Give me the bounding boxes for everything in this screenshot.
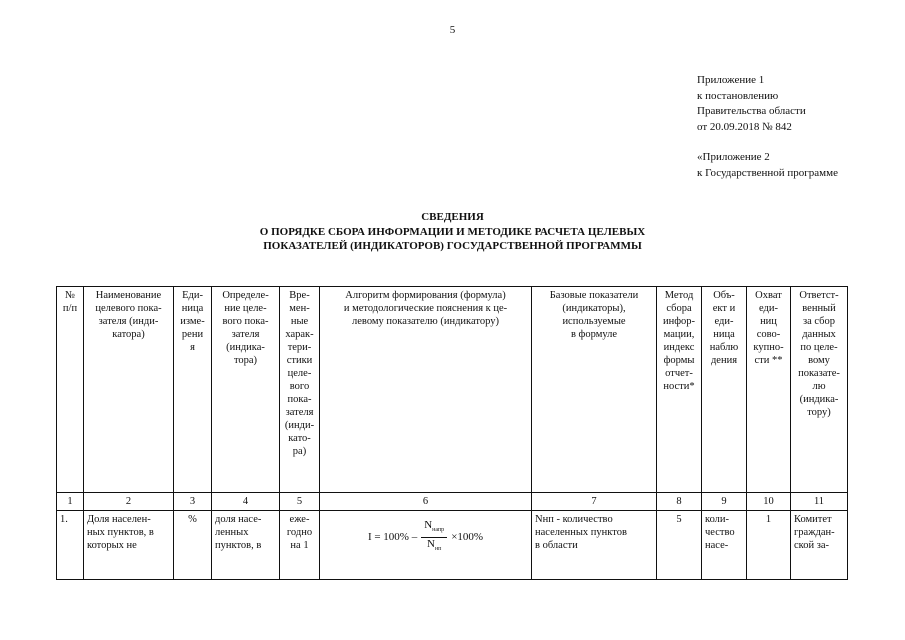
column-number: 9: [702, 493, 747, 511]
appendix-block: [697, 73, 806, 135]
formula-numerator: N: [424, 519, 433, 531]
header-cell: Объ- ект и еди- ница наблю дения: [702, 287, 747, 493]
title-line: СВЕДЕНИЯ: [421, 211, 484, 223]
base-indicators-cell: Nнп - количество населенных пунктов в области: [532, 511, 657, 580]
column-number: 10: [747, 493, 791, 511]
appendix-line: Правительства области: [697, 105, 806, 117]
appendix-line: Приложение 1: [697, 74, 765, 86]
header-row: [57, 287, 848, 493]
header-cell: Метод сбора инфор- мации, индекс формы отчет- ности*: [657, 287, 702, 493]
column-number: 4: [212, 493, 280, 511]
definition-cell: доля насе- ленных пунктов, в: [212, 511, 280, 580]
time-cell: еже- годно на 1: [280, 511, 320, 580]
header-cell: Базовые показатели (индикаторы), используемые в формуле: [532, 287, 657, 493]
formula-rhs: ×100%: [451, 531, 484, 544]
formula: [368, 519, 483, 556]
formula-denominator: N: [427, 538, 435, 551]
unit-cell: %: [174, 511, 212, 580]
appendix-line: от 20.09.2018 № 842: [697, 120, 792, 133]
method-cell: 5: [657, 511, 702, 580]
formula-lhs: I = 100% –: [367, 531, 418, 544]
formula-numerator-sub: напр: [432, 527, 445, 534]
column-number: 6: [320, 493, 532, 511]
object-cell: коли- чество насе-: [702, 511, 747, 580]
header-cell: Охват еди- ниц сово- купно- сти **: [747, 287, 791, 493]
formula-cell: [320, 511, 532, 580]
column-number: 1: [57, 493, 84, 511]
indicators-table: [56, 286, 848, 580]
title-line: ПОКАЗАТЕЛЕЙ (ИНДИКАТОРОВ) ГОСУДАРСТВЕННОЙ ПРОГРАММЫ: [263, 240, 642, 252]
appendix-block-2: [697, 150, 838, 181]
title-line: О ПОРЯДКЕ СБОРА ИНФОРМАЦИИ И МЕТОДИКЕ РАСЧЕТА ЦЕЛЕВЫХ: [259, 225, 646, 238]
responsible-cell: Комитет граждан- ской за-: [791, 511, 848, 580]
header-cell: Еди- ница изме- рени я: [174, 287, 212, 493]
appendix-line: «Приложение 2: [697, 151, 770, 163]
indicator-name: Доля населен- ных пунктов, в которых не: [84, 511, 174, 580]
formula-fraction: [421, 519, 447, 556]
column-number: 8: [657, 493, 702, 511]
page-number: 5: [449, 24, 456, 36]
header-cell: Наименование целевого пока- зателя (инди- катора): [84, 287, 174, 493]
header-cell: Ответст- венный за сбор данных по целе- вому показате- лю (индика- тору): [791, 287, 848, 493]
header-cell: № п/п: [57, 287, 84, 493]
column-number-row: [57, 493, 848, 511]
appendix-line: к постановлению: [697, 89, 779, 102]
coverage-cell: 1: [747, 511, 791, 580]
document-title: [0, 210, 905, 254]
header-cell: Вре- мен- ные харак- тери- стики целе- вого пока- зателя (инди- като- ра): [280, 287, 320, 493]
table-row: [57, 511, 848, 580]
column-number: 2: [84, 493, 174, 511]
column-number: 3: [174, 493, 212, 511]
appendix-line: к Государственной программе: [697, 166, 838, 179]
column-number: 5: [280, 493, 320, 511]
header-cell: Алгоритм формирования (формула) и методологические пояснения к це- левому показателю (индикатору): [320, 287, 532, 493]
row-number: 1.: [57, 511, 84, 580]
formula-denominator-sub: нп: [434, 546, 442, 553]
header-cell: Определе- ние целе- вого пока- зателя (индика- тора): [212, 287, 280, 493]
column-number: 7: [532, 493, 657, 511]
column-number: 11: [791, 493, 848, 511]
